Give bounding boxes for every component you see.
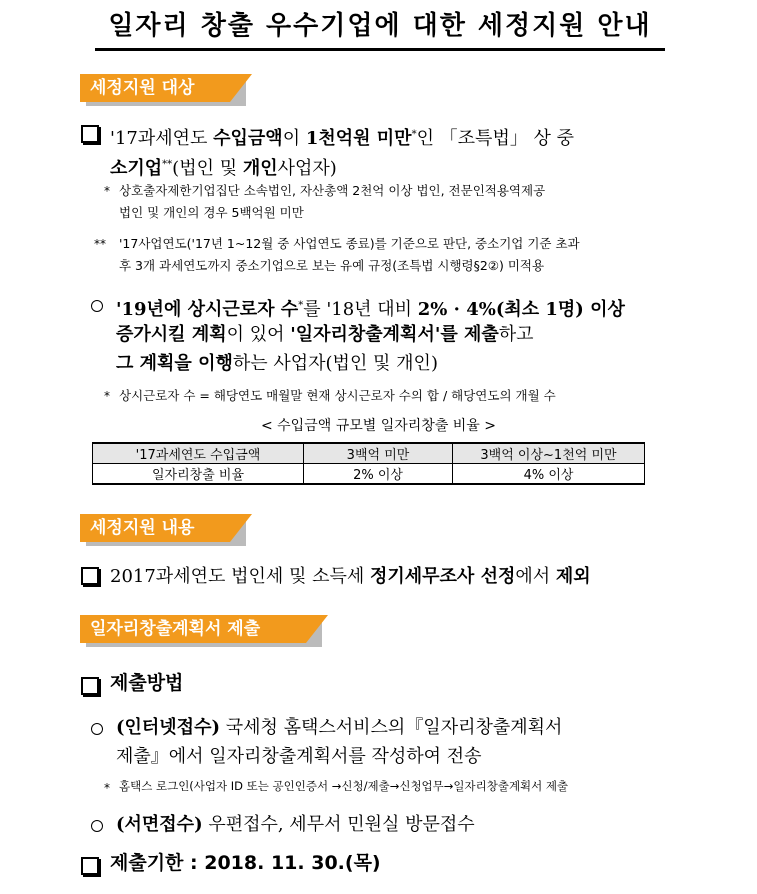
method-1-line1: (인터넷접수) 국세청 홈택스서비스의『일자리창출계획서 [116,717,563,738]
footnote-2-line2: 후 3개 과세연도까지 중소기업으로 보는 유예 규정(조특법 시행령§2②) 미적용 [119,258,545,273]
checkbox-bullet-icon [81,125,99,143]
checkbox-bullet-icon [81,857,99,875]
table-header-cell: 3백억 미만 [304,443,453,464]
method-1-note: 홈택스 로그인(사업자 ID 또는 공인인증서 →신청/제출→신청업무→일자리창출계획서 제출 [119,779,569,793]
target-paragraph-2-line1: '19년에 상시근로자 수*를 '18년 대비 2% · 4%(최소 1명) 이상 [116,299,625,320]
table-cell: 2% 이상 [304,464,453,485]
submit-deadline: 제출기한 : 2018. 11. 30.(목) [110,852,381,874]
checkbox-bullet-icon [81,567,99,585]
circle-bullet-icon [91,300,103,312]
submit-method-heading: 제출방법 [110,672,184,694]
target-paragraph-2-line3: 그 계획을 이행하는 사업자(법인 및 개인) [116,353,438,374]
content-paragraph: 2017과세연도 법인세 및 소득세 정기세무조사 선정에서 제외 [110,566,591,587]
table-header-cell: 3백억 이상~1천억 미만 [453,443,645,464]
footnote-star-icon: * [104,781,110,795]
footnote-1-line1: 상호출자제한기업집단 소속법인, 자산총액 2천억 이상 법인, 전문인적용역제공 [119,183,546,198]
footnote-star-icon: * [104,184,110,198]
circle-bullet-icon [91,820,103,832]
footnote-1-line2: 법인 및 개인의 경우 5백억원 미만 [119,205,304,220]
footnote-3: 상시근로자 수 = 해당연도 매월말 현재 상시근로자 수의 합 / 해당연도의 개월 수 [119,388,556,403]
ratio-table [92,442,645,485]
table-caption: < 수입금액 규모별 일자리창출 비율 > [260,418,497,434]
method-2: (서면접수) 우편접수, 세무서 민원실 방문접수 [116,814,475,835]
target-paragraph-2-line2: 증가시킬 계획이 있어 '일자리창출계획서'를 제출하고 [116,324,534,345]
circle-bullet-icon [91,723,103,735]
footnote-2-line1: '17사업연도('17년 1~12월 중 사업연도 종료)를 기준으로 판단, 중소기업 기준 초과 [119,236,580,251]
footnote-star-icon: ** [94,237,106,251]
method-1-line2: 제출』에서 일자리창출계획서를 작성하여 전송 [116,746,482,767]
title-text: 일자리 창출 우수기업에 대한 세정지원 안내 [108,11,652,41]
table-cell: 4% 이상 [453,464,645,485]
section-tag-content: 세정지원 내용 [80,514,230,542]
section-tag-target: 세정지원 대상 [80,74,230,102]
table-header-cell: '17과세연도 수입금액 [93,443,304,464]
table-cell: 일자리창출 비율 [93,464,304,485]
section-tag-submit: 일자리창출계획서 제출 [80,615,306,643]
target-paragraph-1-line2: 소기업**(법인 및 개인사업자) [110,158,337,179]
checkbox-bullet-icon [81,677,99,695]
footnote-star-icon: * [104,389,110,403]
page-title [95,8,665,51]
target-paragraph-1: '17과세연도 수입금액이 1천억원 미만*인 「조특법」 상 중 [110,128,575,149]
